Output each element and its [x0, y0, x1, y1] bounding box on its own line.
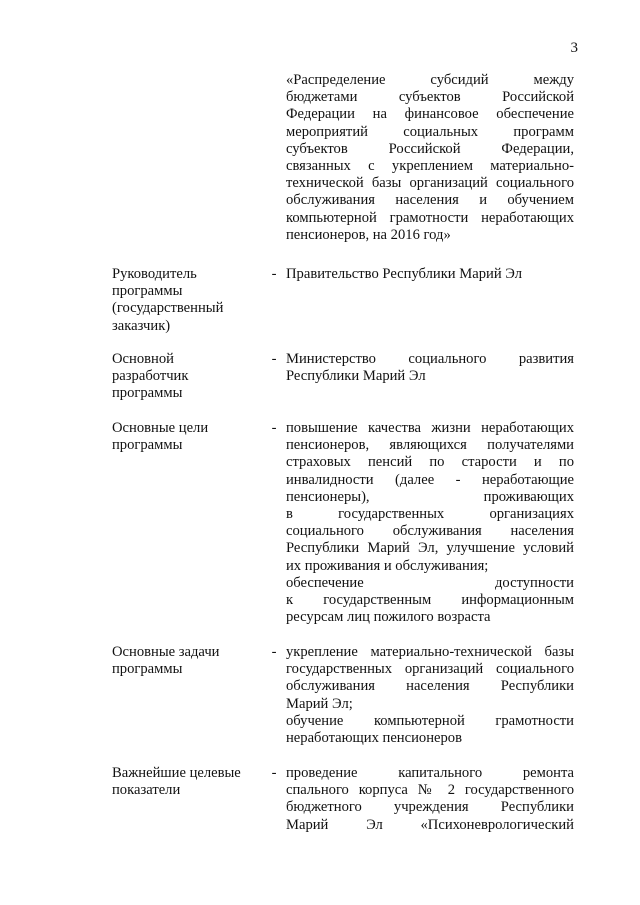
title-line: «Распределение субсидий между	[286, 72, 574, 88]
row-label	[112, 420, 262, 454]
row-value-line: неработающих пенсионеров	[286, 730, 462, 747]
program-title	[286, 72, 574, 244]
row-label	[112, 351, 262, 403]
row-value-line: бюджетного учреждения Республики	[286, 799, 574, 816]
row-value-line: Министерство социального развития	[286, 351, 574, 367]
title-line: компьютерной грамотности неработающих	[286, 209, 574, 226]
row-dash: -	[271, 765, 277, 781]
row-label-line: Основные задачи	[112, 644, 220, 660]
row-value-line: социального обслуживания населения	[286, 523, 574, 540]
row-dash: -	[271, 420, 277, 436]
row-value-line: повышение качества жизни неработающих	[286, 420, 574, 436]
row-value-line: их проживания и обслуживания;	[286, 557, 489, 574]
title-line: пенсионеров, на 2016 год»	[286, 226, 451, 243]
title-line: технической базы организаций социального	[286, 175, 574, 192]
row-value-line: Республики Марий Эл	[286, 368, 426, 385]
row-value-line: проведение капитального ремонта	[286, 765, 574, 781]
row-label-line: Важнейшие целевые	[112, 765, 241, 781]
row-value-line: к государственным информационным	[286, 592, 574, 609]
row-value-line: в государственных организациях	[286, 506, 574, 523]
row-value	[286, 765, 574, 834]
row-value-line: спального корпуса № 2 государственного	[286, 782, 574, 799]
row-label-line: (государственный	[112, 300, 224, 317]
row-label-line: показатели	[112, 782, 181, 799]
row-label-line: Основные цели	[112, 420, 209, 436]
row-label-line: Основной	[112, 351, 174, 367]
page-number: 3	[570, 40, 578, 56]
row-dash: -	[271, 351, 277, 367]
row-value-line: обслуживания населения Республики	[286, 678, 574, 695]
row-value-line: укрепление материально-технической базы	[286, 644, 574, 660]
row-value-line: инвалидности (далее - неработающие	[286, 471, 574, 488]
title-line: субъектов Российской Федерации,	[286, 140, 574, 157]
row-label-line: программы	[112, 437, 183, 454]
title-line: мероприятий социальных программ	[286, 123, 574, 140]
row-value-line: Марий Эл;	[286, 695, 353, 712]
row-label-line: заказчик)	[112, 317, 171, 334]
row-label	[112, 266, 262, 335]
row-label-line: программы	[112, 385, 183, 402]
row-value	[286, 351, 574, 385]
row-value-line: Правительство Республики Марий Эл	[286, 266, 523, 282]
row-value-line: Марий Эл «Психоневрологический	[286, 816, 574, 833]
row-dash: -	[271, 644, 277, 660]
row-label-line: программы	[112, 661, 183, 678]
row-value	[286, 644, 574, 747]
row-label	[112, 644, 262, 678]
row-label	[112, 765, 262, 799]
title-line: Федерации на финансовое обеспечение	[286, 106, 574, 123]
row-value-line: страховых пенсий по старости и по	[286, 454, 574, 471]
row-label-line: разработчик	[112, 368, 189, 385]
row-value-line: обеспечение доступности	[286, 574, 574, 591]
row-dash: -	[271, 266, 277, 282]
row-value-line: Республики Марий Эл, улучшение условий	[286, 540, 574, 557]
row-value-line: обучение компьютерной грамотности	[286, 712, 574, 729]
row-value-line: пенсионеров, являющихся получателями	[286, 437, 574, 454]
title-line: обслуживания населения и обучением	[286, 192, 574, 209]
row-label-line: программы	[112, 283, 183, 300]
row-value	[286, 266, 574, 283]
title-line: бюджетами субъектов Российской	[286, 89, 574, 106]
title-line: связанных с укреплением материально-	[286, 158, 574, 175]
row-value-line: пенсионеры), проживающих	[286, 488, 574, 505]
row-value-line: ресурсам лиц пожилого возраста	[286, 609, 491, 626]
row-value-line: государственных организаций социального	[286, 661, 574, 678]
row-label-line: Руководитель	[112, 266, 197, 282]
row-value	[286, 420, 574, 626]
